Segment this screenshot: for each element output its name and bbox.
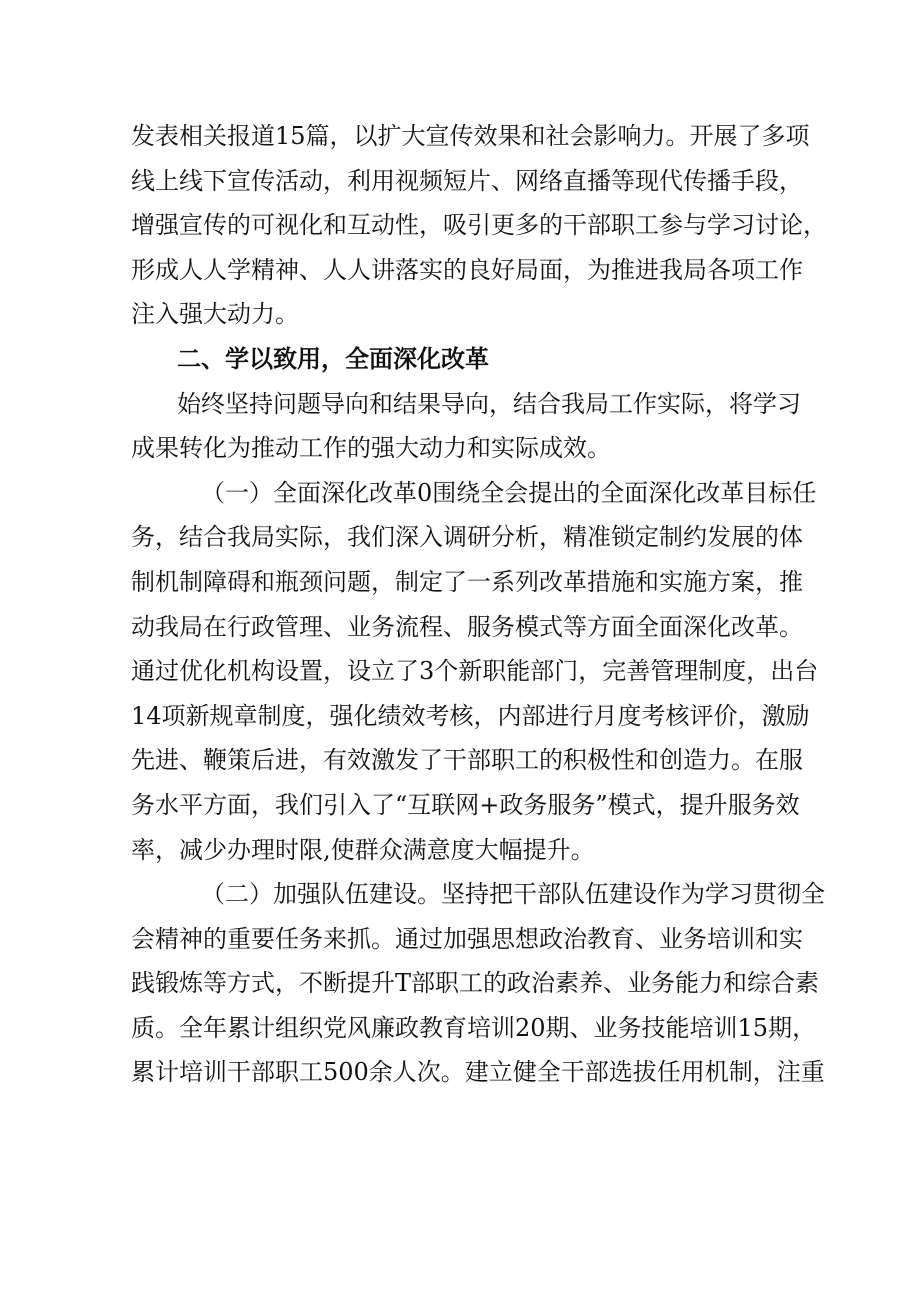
paragraph-line: 动我局在行政管理、业务流程、服务模式等方面全面深化改革。	[131, 612, 803, 641]
subsection-line: （一）全面深化改革0围绕全会提出的全面深化改革目标任	[201, 478, 817, 507]
section-heading: 二、学以致用，全面深化改革	[177, 343, 489, 373]
paragraph-line: 累计培训干部职工500余人次。建立健全干部选拔任用机制，注重	[131, 1058, 825, 1087]
paragraph-line: 形成人人学精神、人人讲落实的良好局面，为推进我局各项工作	[131, 255, 803, 284]
paragraph-line: 先进、鞭策后进，有效激发了干部职工的积极性和创造力。在服	[131, 746, 803, 775]
paragraph-line: 注入强大动力。	[131, 300, 299, 329]
document-body	[131, 114, 827, 1095]
paragraph-line: 制机制障碍和瓶颈问题，制定了一系列改革措施和实施方案，推	[131, 567, 803, 596]
paragraph-line: 始终坚持问题导向和结果导向，结合我局工作实际，将学习	[177, 389, 801, 418]
paragraph-line: 通过优化机构设置，设立了3个新职能部门，完善管理制度，出台	[131, 657, 819, 686]
paragraph-line: 会精神的重要任务来抓。通过加强思想政治教育、业务培训和实	[131, 924, 803, 953]
paragraph-line: 发表相关报道15篇，以扩大宣传效果和社会影响力。开展了多项	[131, 122, 810, 150]
paragraph-line: 践锻炼等方式，不断提升T部职工的政治素养、业务能力和综合素	[131, 969, 820, 998]
paragraph-line: 务水平方面，我们引入了“互联网+政务服务”模式，提升服务效	[131, 790, 800, 819]
paragraph-line: 增强宣传的可视化和互动性，吸引更多的干部职工参与学习讨论，	[131, 211, 827, 240]
paragraph-line: 线上线下宣传活动，利用视频短片、网络直播等现代传播手段，	[131, 166, 803, 195]
paragraph-line: 率，减少办理时限,使群众满意度大幅提升。	[131, 835, 595, 864]
paragraph-line: 成果转化为推动工作的强大动力和实际成效。	[131, 434, 611, 463]
paragraph-line: 务，结合我局实际，我们深入调研分析，精准锁定制约发展的体	[131, 523, 803, 552]
paragraph-line: 14项新规章制度，强化绩效考核，内部进行月度考核评价，激励	[131, 701, 810, 730]
subsection-line: （二）加强队伍建设。坚持把干部队伍建设作为学习贯彻全	[201, 880, 825, 909]
paragraph-line: 质。全年累计组织党风廉政教育培训20期、业务技能培训15期，	[131, 1013, 817, 1042]
